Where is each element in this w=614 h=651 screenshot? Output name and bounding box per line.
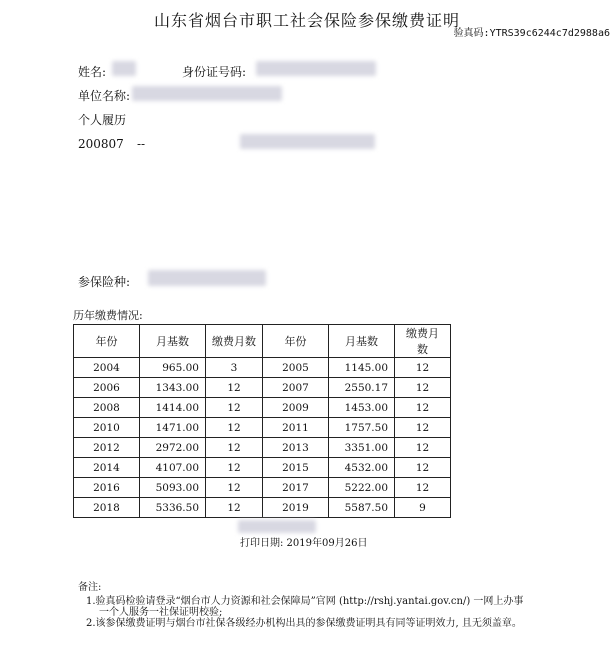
- year-cell: 2009: [263, 398, 329, 418]
- base-cell: 3351.00: [329, 438, 395, 458]
- unit-redacted: [132, 86, 282, 101]
- year-cell: 2017: [263, 478, 329, 498]
- history-unit-redacted: [240, 134, 375, 149]
- header-months-paid: 缴费月数: [206, 325, 263, 358]
- year-cell: 2015: [263, 458, 329, 478]
- verify-code: 验真码:YTRS39c6244c7d2988a6: [453, 28, 610, 39]
- months-cell: 12: [395, 378, 451, 398]
- year-cell: 2019: [263, 498, 329, 518]
- history-dash: --: [137, 137, 146, 151]
- header-monthly-base: 月基数: [140, 325, 206, 358]
- insurance-type-redacted: [148, 270, 266, 286]
- table-row: [74, 378, 451, 398]
- months-cell: 12: [206, 478, 263, 498]
- header-monthly-base: 月基数: [329, 325, 395, 358]
- base-cell: 5336.50: [140, 498, 206, 518]
- header-year: 年份: [74, 325, 140, 358]
- payment-history-title: 历年缴费情况:: [73, 309, 143, 322]
- year-cell: 2018: [74, 498, 140, 518]
- name-redacted: [112, 61, 136, 76]
- table-row: [74, 458, 451, 478]
- base-cell: 4532.00: [329, 458, 395, 478]
- year-cell: 2014: [74, 458, 140, 478]
- months-cell: 12: [395, 458, 451, 478]
- year-cell: 2011: [263, 418, 329, 438]
- months-cell: 12: [395, 418, 451, 438]
- months-cell: 12: [206, 458, 263, 478]
- table-header-row: [74, 325, 451, 358]
- months-cell: 12: [395, 438, 451, 458]
- base-cell: 4107.00: [140, 458, 206, 478]
- note-line-1b: 一个人服务一社保证明校验;: [99, 607, 223, 618]
- header-year: 年份: [263, 325, 329, 358]
- base-cell: 1453.00: [329, 398, 395, 418]
- header-months-paid: 缴费月数: [395, 325, 451, 358]
- year-cell: 2007: [263, 378, 329, 398]
- base-cell: 1757.50: [329, 418, 395, 438]
- history-start: 200807: [78, 137, 124, 151]
- table-row: [74, 478, 451, 498]
- year-cell: 2008: [74, 398, 140, 418]
- note-line-1: 1.验真码检验请登录“烟台市人力资源和社会保障局”官网 (http://rshj.yantai.gov.cn/) 一网上办事: [86, 596, 524, 607]
- note-line-2: 2.该参保缴费证明与烟台市社保各级经办机构出具的参保缴费证明具有同等证明效力, 且无须盖章。: [86, 618, 522, 629]
- unit-label: 单位名称:: [78, 89, 131, 103]
- base-cell: 1343.00: [140, 378, 206, 398]
- base-cell: 1414.00: [140, 398, 206, 418]
- base-cell: 1145.00: [329, 358, 395, 378]
- document-title: 山东省烟台市职工社会保险参保缴费证明: [153, 11, 460, 30]
- base-cell: 5093.00: [140, 478, 206, 498]
- base-cell: 965.00: [140, 358, 206, 378]
- year-cell: 2013: [263, 438, 329, 458]
- id-label: 身份证号码:: [182, 65, 247, 79]
- months-cell: 12: [395, 478, 451, 498]
- print-info-redacted: [238, 520, 316, 533]
- table-row: [74, 418, 451, 438]
- insurance-type-label: 参保险种:: [78, 275, 131, 289]
- months-cell: 12: [206, 438, 263, 458]
- base-cell: 5222.00: [329, 478, 395, 498]
- year-cell: 2010: [74, 418, 140, 438]
- table-row: [74, 438, 451, 458]
- months-cell: 12: [206, 418, 263, 438]
- print-date: 打印日期: 2019年09月26日: [240, 538, 368, 549]
- base-cell: 2972.00: [140, 438, 206, 458]
- notes-label: 备注:: [78, 582, 102, 593]
- id-redacted: [256, 61, 376, 76]
- history-label: 个人履历: [78, 113, 127, 127]
- year-cell: 2016: [74, 478, 140, 498]
- payment-table: [73, 324, 451, 518]
- year-cell: 2004: [74, 358, 140, 378]
- months-cell: 9: [395, 498, 451, 518]
- months-cell: 12: [395, 398, 451, 418]
- months-cell: 12: [395, 358, 451, 378]
- year-cell: 2012: [74, 438, 140, 458]
- table-row: [74, 498, 451, 518]
- year-cell: 2006: [74, 378, 140, 398]
- base-cell: 1471.00: [140, 418, 206, 438]
- name-label: 姓名:: [78, 65, 107, 79]
- table-row: [74, 358, 451, 378]
- base-cell: 2550.17: [329, 378, 395, 398]
- table-row: [74, 398, 451, 418]
- year-cell: 2005: [263, 358, 329, 378]
- months-cell: 12: [206, 498, 263, 518]
- months-cell: 12: [206, 378, 263, 398]
- months-cell: 12: [206, 398, 263, 418]
- base-cell: 5587.50: [329, 498, 395, 518]
- months-cell: 3: [206, 358, 263, 378]
